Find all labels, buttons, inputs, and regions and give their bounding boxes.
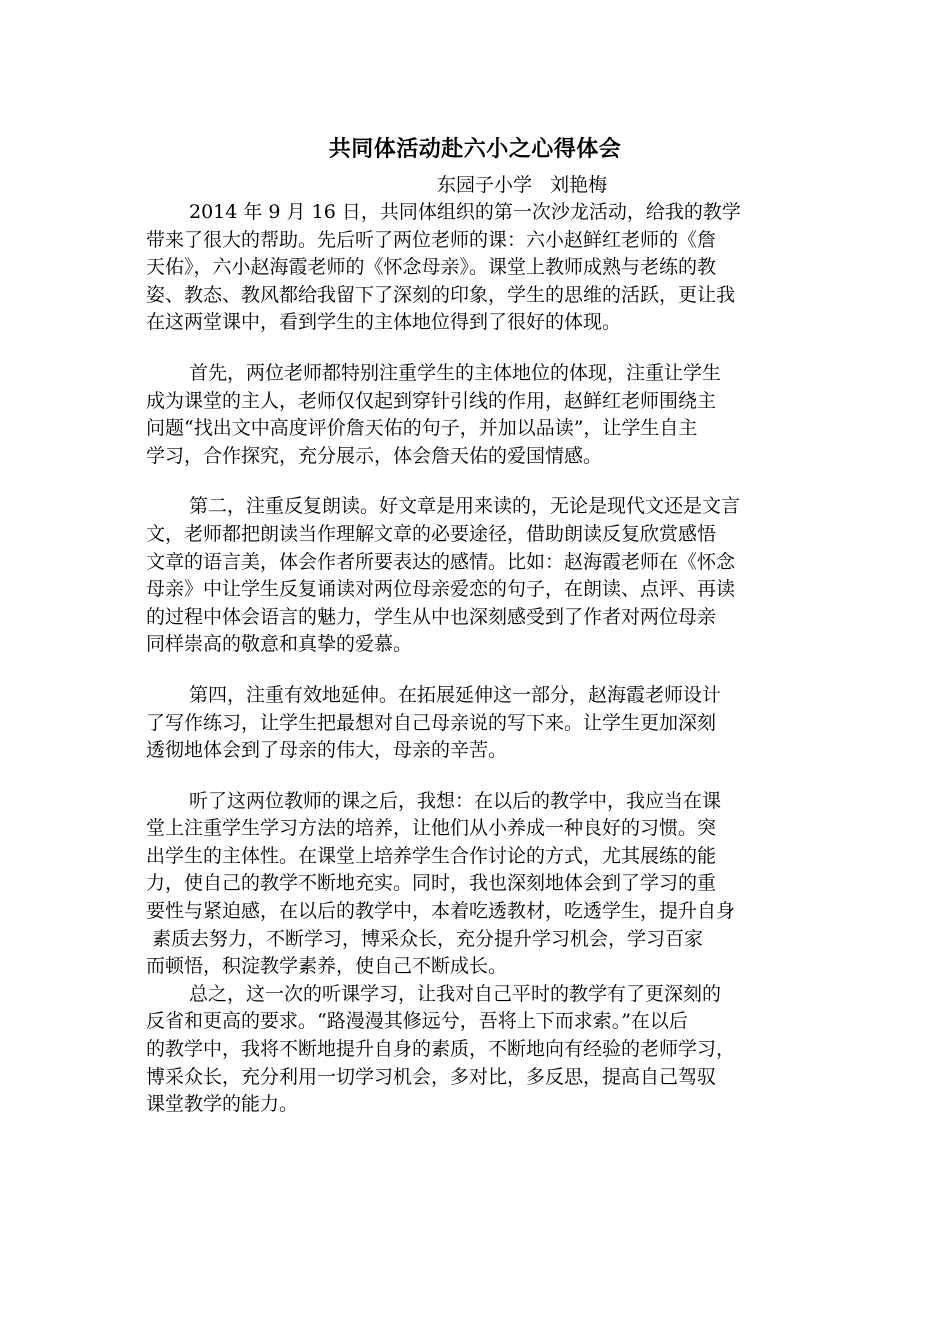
paragraph-gap xyxy=(146,659,826,682)
text-line: 成为课堂的主人，老师仅仅起到穿针引线的作用，赵鲜红老师围绕主 xyxy=(146,389,717,412)
document-body xyxy=(146,199,826,1119)
text-line: 问题“找出文中高度评价詹天佑的句子，并加以品读”，让学生自主 xyxy=(146,417,698,440)
text-line: 出学生的主体性。在课堂上培养学生合作讨论的方式，尤其展练的能 xyxy=(146,844,717,867)
document-title: 共同体活动赴六小之心得体会 xyxy=(328,137,622,162)
paragraph-6 xyxy=(146,981,826,1119)
text-line: 力，使自己的教学不断地充实。同时，我也深刻地体会到了学习的重 xyxy=(146,872,717,895)
text-line: 反省和更高的要求。“路漫漫其修远兮，吾将上下而求索。”在以后 xyxy=(146,1010,688,1033)
text-line: 天佑》，六小赵海霞老师的《怀念母亲》。课堂上教师成熟与老练的教 xyxy=(146,256,717,279)
author-line: 东园子小学 刘艳梅 xyxy=(437,174,608,196)
text-line: 第四，注重有效地延伸。在拓展延伸这一部分，赵海霞老师设计 xyxy=(189,683,722,706)
paragraph-5 xyxy=(146,788,826,981)
paragraph-2 xyxy=(146,360,826,470)
text-line: 首先，两位老师都特别注重学生的主体地位的体现，注重让学生 xyxy=(189,361,722,384)
text-line: 素质去努力，不断学习，博采众长，充分提升学习机会，学习百家 xyxy=(146,927,704,950)
text-line: 学习，合作探究，充分展示，体会詹天佑的爱国情感。 xyxy=(146,444,603,467)
paragraph-1 xyxy=(146,199,826,337)
paragraph-3 xyxy=(146,493,826,659)
paragraph-gap xyxy=(146,765,826,788)
text-line: 博采众长，充分利用一切学习机会，多对比，多反思，提高自己驾驭 xyxy=(146,1065,717,1088)
text-line: 总之，这一次的听课学习，让我对自己平时的教学有了更深刻的 xyxy=(189,982,722,1005)
paragraph-gap xyxy=(146,337,826,360)
text-line: 课堂教学的能力。 xyxy=(146,1093,299,1116)
text-line: 透彻地体会到了母亲的伟大，母亲的辛苦。 xyxy=(146,739,508,762)
text-line: 堂上注重学生学习方法的培养，让他们从小养成一种良好的习惯。突 xyxy=(146,817,717,840)
text-line: 了写作练习，让学生把最想对自己母亲说的写下来。让学生更加深刻 xyxy=(146,711,717,734)
text-line: 2014 年 9 月 16 日，共同体组织的第一次沙龙活动，给我的教学 xyxy=(189,201,741,223)
text-line: 听了这两位教师的课之后，我想：在以后的教学中，我应当在课 xyxy=(189,789,722,812)
text-line: 在这两堂课中，看到学生的主体地位得到了很好的体现。 xyxy=(146,311,622,334)
text-line: 的过程中体会语言的魅力，学生从中也深刻感受到了作者对两位母亲 xyxy=(146,605,717,628)
text-line: 姿、教态、教风都给我留下了深刻的印象，学生的思维的活跃，更让我 xyxy=(146,283,736,306)
paragraph-gap xyxy=(146,470,826,493)
text-line: 第二，注重反复朗读。好文章是用来读的，无论是现代文还是文言 xyxy=(189,495,741,518)
paragraph-4 xyxy=(146,682,826,765)
text-line: 的教学中，我将不断地提升自身的素质，不断地向有经验的老师学习， xyxy=(146,1038,736,1061)
text-line: 母亲》中让学生反复诵读对两位母亲爱恋的句子，在朗读、点评、再读 xyxy=(146,578,736,601)
text-line: 文，老师都把朗读当作理解文章的必要途径，借助朗读反复欣赏感悟 xyxy=(146,522,717,545)
text-line: 要性与紧迫感，在以后的教学中，本着吃透教材，吃透学生，提升自身 xyxy=(146,900,736,923)
text-line: 带来了很大的帮助。先后听了两位老师的课：六小赵鲜红老师的《詹 xyxy=(146,228,717,251)
text-line: 文章的语言美，体会作者所要表达的感情。比如：赵海霞老师在《怀念 xyxy=(146,550,736,573)
text-line: 而顿悟，积淀教学素养，使自己不断成长。 xyxy=(146,955,508,978)
text-line: 同样崇高的敬意和真挚的爱慕。 xyxy=(146,633,413,656)
